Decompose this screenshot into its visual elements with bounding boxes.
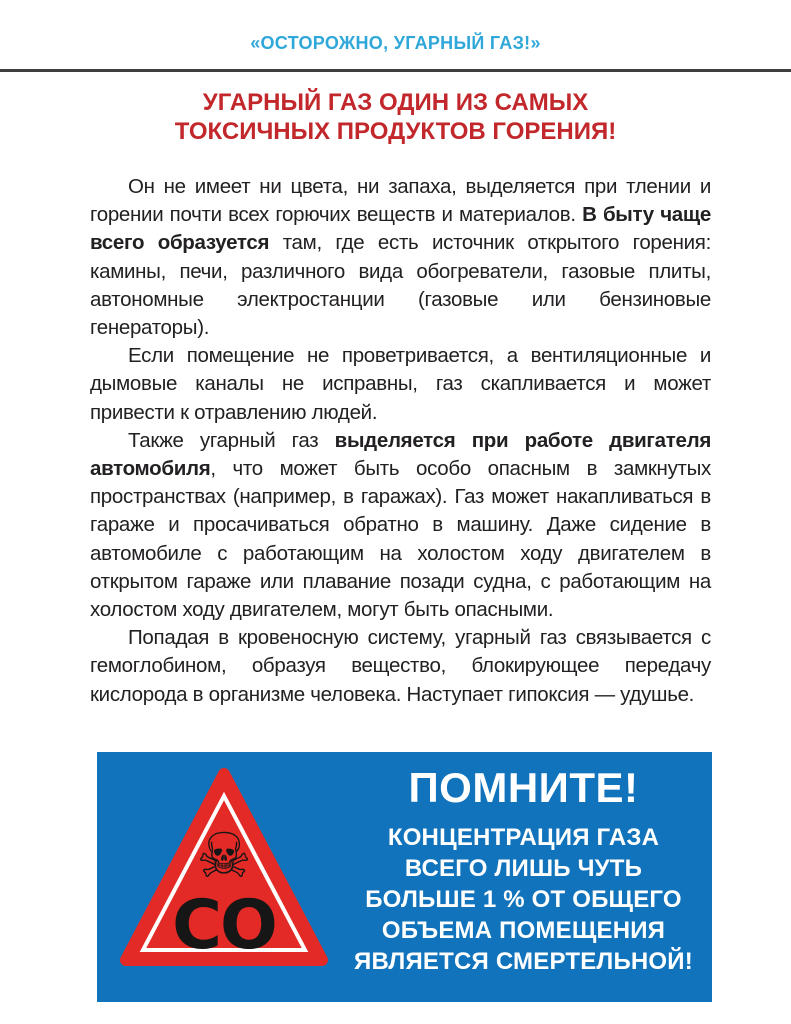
paragraph-bold-segment: выделяется при работе двигателя автомобиля (90, 428, 711, 481)
warning-message-area (351, 752, 712, 1002)
page-title-line2: ТОКСИЧНЫХ ПРОДУКТОВ ГОРЕНИЯ! (174, 118, 617, 145)
co-warning-sign (97, 752, 351, 1002)
warning-message-line: КОНЦЕНТРАЦИЯ ГАЗА (387, 824, 660, 851)
paragraph-segment: Если помещение не проветривается, а вентиляционные и дымовые каналы не исправны, газ скапливается и может привести к отравлению людей. (90, 344, 711, 424)
body-text (90, 173, 711, 709)
page-title (0, 88, 791, 146)
paragraph-segment: там, где есть источник открытого горения: камины, печи, различного вида обогреватели, газовые плиты, автономные электростанции (газовые или бензиновые генераторы). (90, 231, 711, 340)
warning-message-line: ОБЪЕМА ПОМЕЩЕНИЯ (381, 917, 666, 944)
paragraph (90, 173, 711, 342)
warning-message-line: ЯВЛЯЕТСЯ СМЕРТЕЛЬНОЙ! (354, 948, 693, 975)
paragraph (90, 624, 711, 709)
paragraph-bold-segment: В быту чаще всего образуется (90, 203, 711, 255)
paragraph-segment: , что может быть особо опасным в замкнутых пространствах (например, в гаражах). Газ может накапливаться в гараже и просачиваться обратно в машину. Даже сидение в автомобиле с работающим на холостом ходу двигателем в открытом гараже или плавание позади судна, с работающим на холостом ходу двигателем, могут быть опасными. (90, 457, 711, 622)
page-title-line1: УГАРНЫЙ ГАЗ ОДИН ИЗ САМЫХ (202, 89, 589, 116)
warning-message (351, 822, 696, 977)
warning-message-line: БОЛЬШЕ 1 % ОТ ОБЩЕГО (365, 886, 682, 913)
paragraph-segment: Попадая в кровеносную систему, угарный газ связывается с гемоглобином, образуя вещество, блокирующее передачу кислорода в организме человека. Наступает гипоксия — удушье. (90, 626, 711, 706)
paragraph (90, 427, 711, 624)
remember-title: ПОМНИТЕ! (408, 764, 639, 811)
skull-crossbones-icon: ☠ (196, 819, 252, 892)
co-label: CO (172, 886, 276, 965)
warning-message-line: ВСЕГО ЛИШЬ ЧУТЬ (404, 855, 643, 882)
warning-box (97, 752, 712, 1002)
divider-rule (0, 69, 791, 72)
co-triangle (117, 765, 331, 971)
header-banner: «ОСТОРОЖНО, УГАРНЫЙ ГАЗ!» (250, 33, 541, 53)
paragraph (90, 342, 711, 427)
paragraph-segment: Также угарный газ (128, 428, 335, 452)
paragraph-segment: Он не имеет ни цвета, ни запаха, выделяется при тлении и горении почти всех горючих веществ и материалов. (90, 175, 711, 227)
